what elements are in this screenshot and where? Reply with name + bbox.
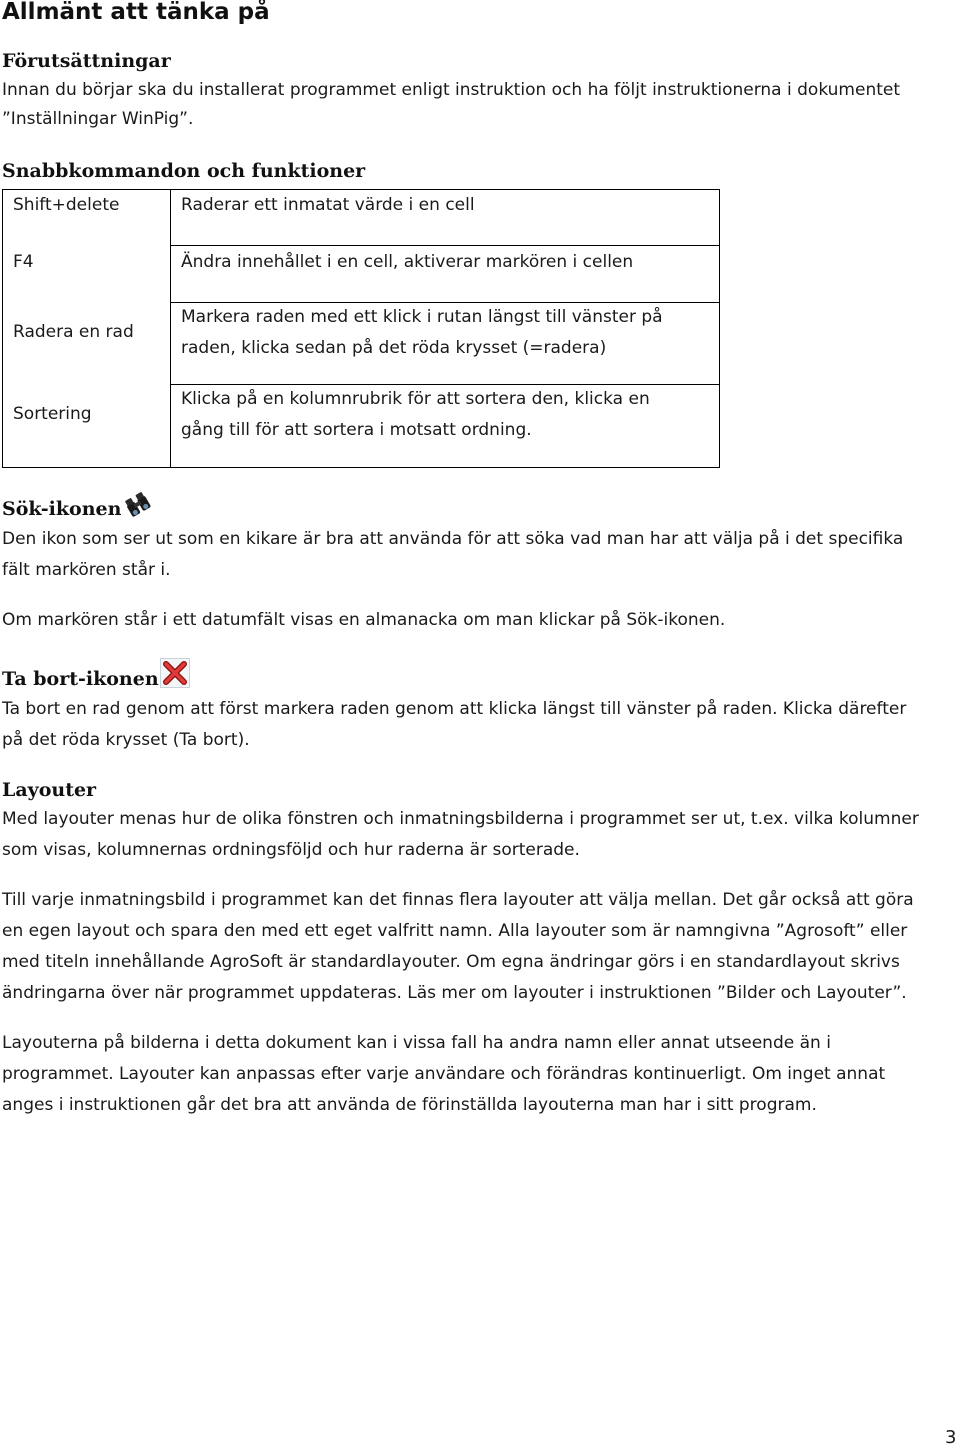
- table-row-divider: [170, 384, 720, 385]
- layouts-text: Layouterna på bilderna i detta dokument kan i vissa fall ha andra namn eller annat utseende än i: [2, 1033, 831, 1053]
- layouts-text: med titeln innehållande AgroSoft är standardlayouter. Om egna ändringar görs i en standardlayout skrivs: [2, 952, 900, 972]
- search-text: Om markören står i ett datumfält visas en almanacka om man klickar på Sök-ikonen.: [2, 610, 726, 630]
- shortcut-key: Radera en rad: [13, 322, 134, 342]
- shortcut-desc: Raderar ett inmatat värde i en cell: [181, 195, 475, 215]
- red-cross-icon: [160, 658, 190, 688]
- shortcut-desc: Ändra innehållet i en cell, aktiverar markören i cellen: [181, 252, 634, 272]
- search-text: Den ikon som ser ut som en kikare är bra att använda för att söka vad man har att välja på i det specifika: [2, 529, 904, 549]
- table-border-bottom: [2, 467, 720, 468]
- binoculars-icon: [122, 489, 154, 519]
- page-title: Allmänt att tänka på: [2, 0, 270, 25]
- layouts-text: ändringarna över när programmet uppdateras. Läs mer om layouter i instruktionen ”Bilder och Layouter”.: [2, 983, 907, 1003]
- shortcut-desc: Klicka på en kolumnrubrik för att sortera den, klicka en: [181, 389, 650, 409]
- table-row-divider: [170, 245, 720, 246]
- prereq-line: Innan du börjar ska du installerat programmet enligt instruktion och ha följt instruktionerna i dokumentet: [2, 80, 901, 100]
- table-border-right: [719, 189, 720, 468]
- layouts-text: en egen layout och spara den med ett eget valfritt namn. Alla layouter som är namngivna ”Agrosoft” eller: [2, 921, 908, 941]
- layouts-text: Till varje inmatningsbild i programmet kan det finnas flera layouter att välja mellan. Det går också att göra: [2, 890, 914, 910]
- shortcuts-heading: Snabbkommandon och funktioner: [2, 160, 366, 182]
- shortcut-key: F4: [13, 252, 34, 272]
- prereq-heading: Förutsättningar: [2, 50, 171, 72]
- layouts-text: anges i instruktionen går det bra att använda de förinställda layouterna man har i sitt program.: [2, 1095, 817, 1115]
- table-border-left: [2, 189, 3, 468]
- shortcut-desc: Markera raden med ett klick i rutan längst till vänster på: [181, 307, 663, 327]
- delete-text: Ta bort en rad genom att först markera raden genom att klicka längst till vänster på raden. Klicka därefter: [2, 699, 907, 719]
- layouts-text: Med layouter menas hur de olika fönstren och inmatningsbilderna i programmet ser ut, t.ex. vilka kolumner: [2, 809, 919, 829]
- layouts-text: som visas, kolumnernas ordningsföljd och hur raderna är sorterade.: [2, 840, 580, 860]
- shortcut-key: Shift+delete: [13, 195, 120, 215]
- table-row-divider: [170, 302, 720, 303]
- delete-text: på det röda krysset (Ta bort).: [2, 730, 250, 750]
- table-column-divider: [170, 189, 171, 468]
- prereq-line: ”Inställningar WinPig”.: [2, 109, 194, 129]
- shortcut-desc: raden, klicka sedan på det röda krysset (=radera): [181, 338, 607, 358]
- page-number: 3: [945, 1427, 957, 1448]
- layouts-heading: Layouter: [2, 779, 97, 801]
- search-heading: Sök-ikonen: [2, 498, 122, 520]
- shortcut-key: Sortering: [13, 404, 92, 424]
- layouts-text: programmet. Layouter kan anpassas efter varje användare och förändras kontinuerligt. Om inget annat: [2, 1064, 886, 1084]
- delete-heading: Ta bort-ikonen: [2, 668, 159, 690]
- shortcut-desc: gång till för att sortera i motsatt ordning.: [181, 420, 532, 440]
- search-text: fält markören står i.: [2, 560, 171, 580]
- table-border-top: [2, 189, 720, 190]
